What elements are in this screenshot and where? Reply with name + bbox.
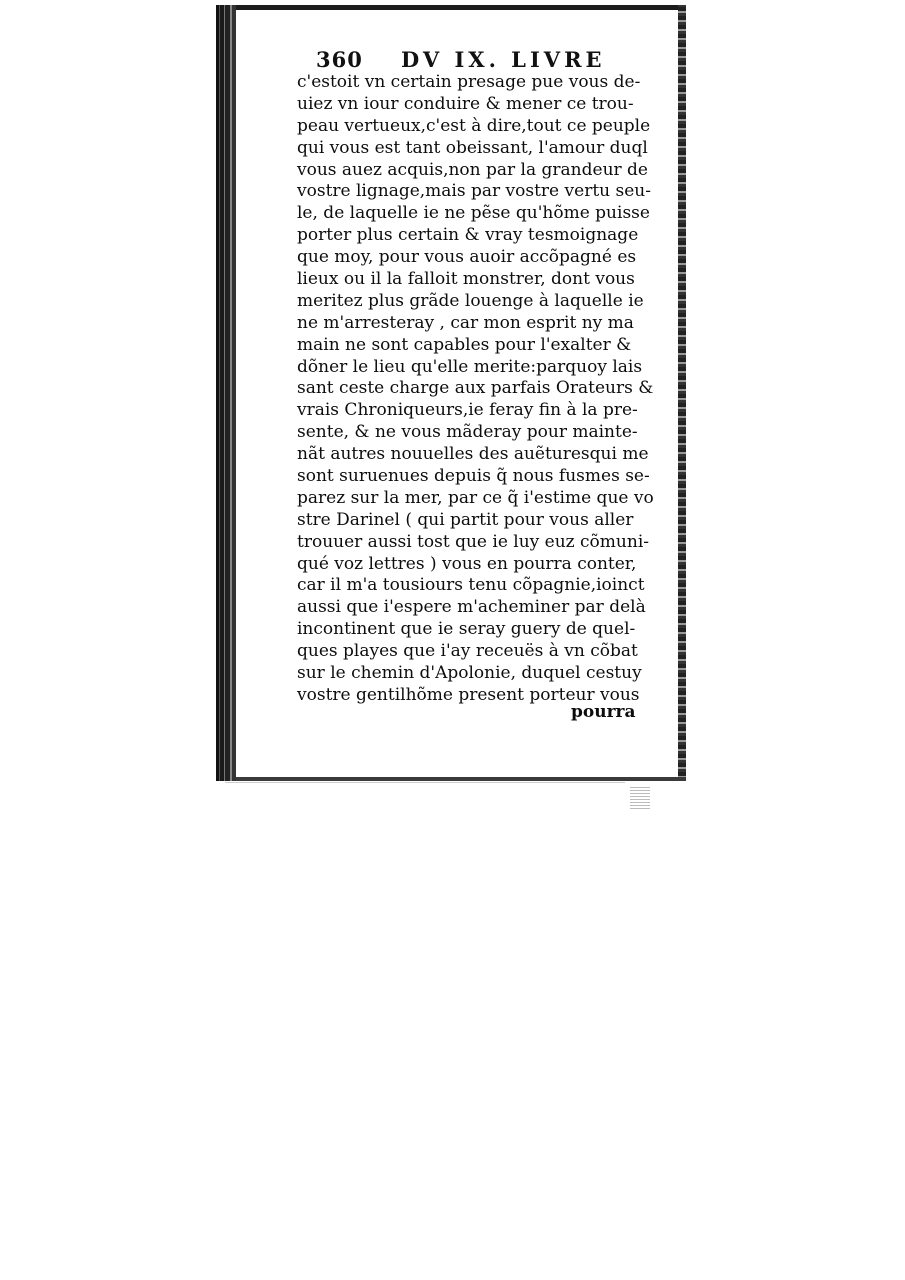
text-line: vous auez acquis,non par la grandeur de <box>297 159 648 180</box>
text-line: sur le chemin d'Apolonie, duquel cestuy <box>297 663 642 684</box>
text-line: dõner le lieu qu'elle merite:parquoy lais <box>297 356 643 377</box>
book-gutter <box>216 5 236 781</box>
text-line: ques playes que i'ay receuës à vn cõbat <box>297 641 638 662</box>
text-line: qui vous est tant obeissant, l'amour duql <box>297 137 648 158</box>
running-title: DV IX. LIVRE <box>401 47 606 72</box>
text-line: meritez plus grãde louenge à laquelle ie <box>297 290 644 311</box>
text-line: sont suruenues depuis q̃ nous fusmes se- <box>297 466 650 487</box>
text-line: peau vertueux,c'est à dire,tout ce peuple <box>297 115 651 136</box>
text-line: lieux ou il la falloit monstrer, dont vous <box>297 269 635 290</box>
text-line: vostre gentilhõme present porteur vous <box>297 684 640 705</box>
text-line: c'estoit vn certain presage pue vous de- <box>297 72 641 92</box>
text-line: que moy, pour vous auoir accõpagné es <box>297 247 637 268</box>
text-line: incontinent que ie seray guery de quel- <box>297 619 636 640</box>
scan-artifact <box>630 787 650 809</box>
running-header <box>316 47 616 73</box>
page-bottom-edge <box>236 777 686 781</box>
text-line: uiez vn iour conduire & mener ce trou- <box>297 93 634 114</box>
text-line: aussi que i'espere m'acheminer par delà <box>297 597 646 618</box>
page-number: 360 <box>316 47 363 72</box>
text-line: sente, & ne vous mãderay pour mainte- <box>297 422 638 443</box>
catchword: pourra <box>571 702 636 722</box>
text-line: parez sur la mer, par ce q̃ i'estime que vo <box>297 487 654 508</box>
text-line: nãt autres nouuelles des auẽturesqui me <box>297 444 649 465</box>
scan-bottom-line <box>225 782 625 783</box>
text-line: porter plus certain & vray tesmoignage <box>297 225 639 246</box>
page-top-edge <box>236 5 686 10</box>
text-line: trouuer aussi tost que ie luy euz cõmuni- <box>297 531 649 552</box>
text-line: main ne sont capables pour l'exalter & <box>297 334 632 355</box>
body-text <box>297 72 657 707</box>
text-line: stre Darinel ( qui partit pour vous aller <box>297 509 634 530</box>
page-fore-edge <box>678 5 686 781</box>
text-line: car il m'a tousiours tenu cõpagnie,ioinct <box>297 575 645 596</box>
text-line: vostre lignage,mais par vostre vertu seu- <box>297 181 651 202</box>
text-line: qué voz lettres ) vous en pourra conter, <box>297 553 637 574</box>
text-line: vrais Chroniqueurs,ie feray fin à la pre- <box>297 400 638 421</box>
text-line: le, de laquelle ie ne pẽse qu'hõme puisse <box>297 203 650 224</box>
text-line: sant ceste charge aux parfais Orateurs & <box>297 378 654 399</box>
text-line: ne m'arresteray , car mon esprit ny ma <box>297 312 634 333</box>
